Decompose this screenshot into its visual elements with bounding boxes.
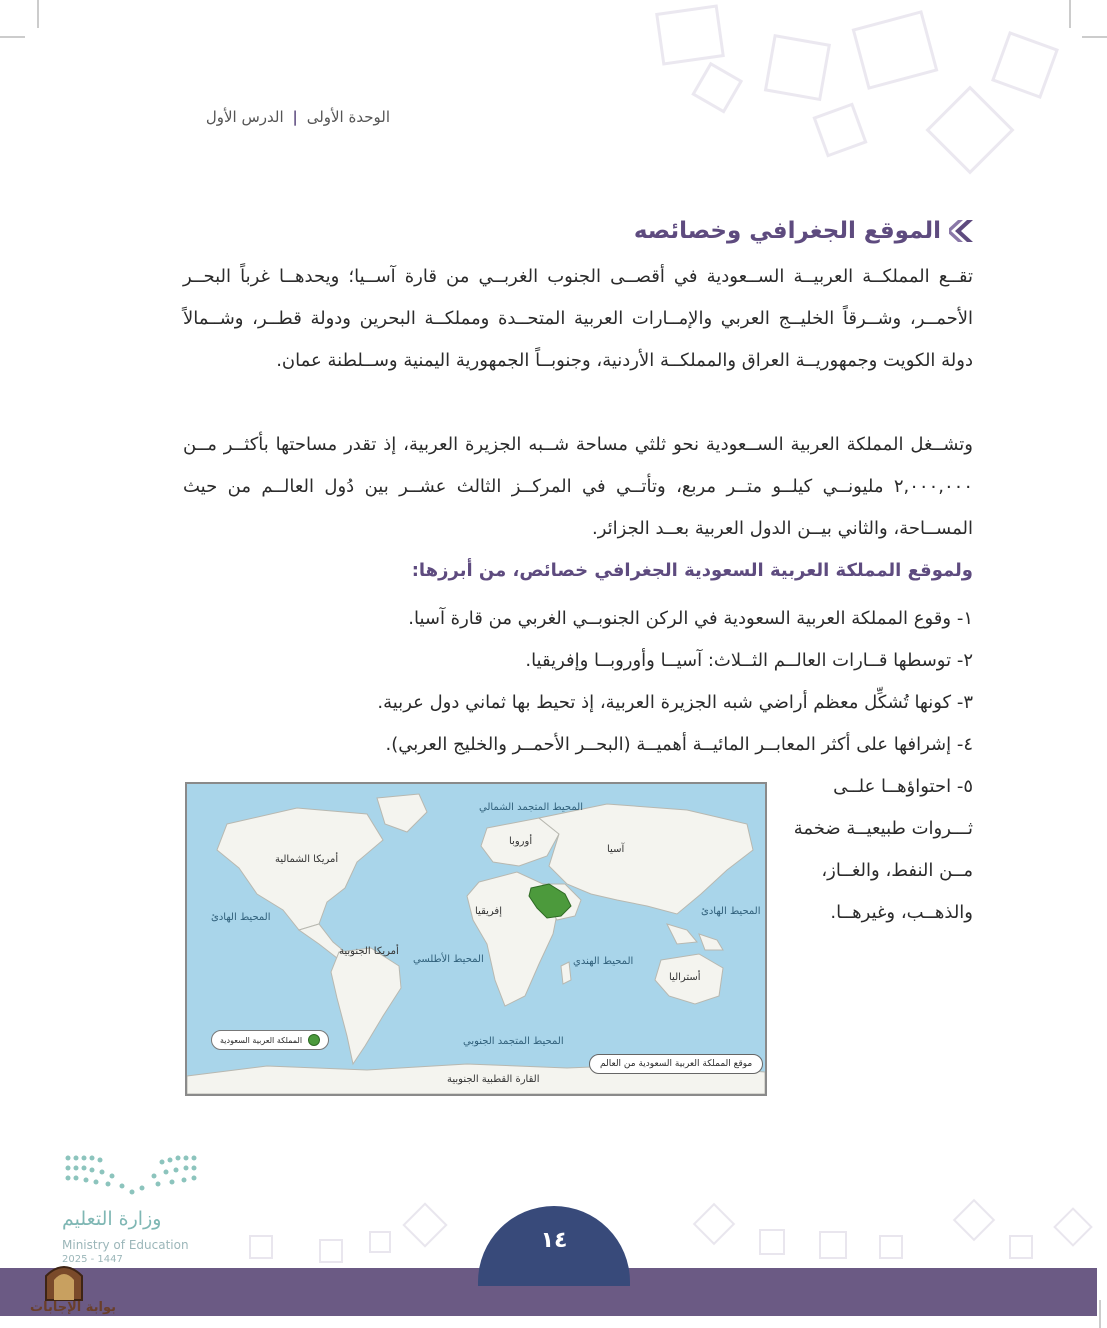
page-number: ١٤	[540, 1228, 568, 1253]
asia-label: آسيا	[607, 844, 625, 855]
list-item: ١- وقوع المملكة العربية السعودية في الركن الجنوبــي الغربي من قارة آسيا.	[408, 608, 973, 629]
ministry-name-english: Ministry of Education	[62, 1238, 189, 1252]
north-america-label: أمريكا الشمالية	[275, 854, 339, 865]
pacific-ocean-west-label: المحيط الهادئ	[211, 912, 271, 923]
list-item-5: ٥- احتواؤهــا علــى ثـــروات طبيعيــة ضخمة مــن النفط، والغــاز، والذهــب، وغيرهــا.	[793, 776, 973, 923]
paragraph-area: وتشــغل المملكة العربية الســعودية نحو ثلثي مساحة شــبه الجزيرة العربية، إذ تقدر مساحتها بأكثــر مــن ٢,٠٠٠,٠٠٠ مليونــي كيلــو متــر مربع، وتأتــي في المركــز الثالث عشــر بين دُول العالــم من حيث المســاحة، والثاني بيــن الدول العربية بعــد الجزائر.	[183, 434, 973, 539]
section-title-text: الموقع الجغرافي وخصائصه	[633, 218, 941, 244]
gate-logo-icon	[42, 1258, 86, 1302]
lesson-label: الدرس الأول	[205, 108, 284, 126]
map-caption: موقع المملكة العربية السعودية من العالم	[589, 1054, 763, 1074]
paragraph-location: تقــع المملكــة العربيــة الســعودية في أقصــى الجنوب الغربــي من قارة آســيا؛ ويحدهــا غرباً البحــر الأحمــر، وشــرقاً الخليــج العربي والإمــارات العربية المتحــدة ومملكــة البحرين ودولة قطــر، وشــمالاً دولة الكويت وجمهوريــة العراق والمملكــة الأردنية، وجنوبــاً الجمهورية اليمنية وســلطنة عمان.	[183, 266, 973, 371]
world-map	[185, 782, 767, 1096]
map-legend	[211, 1030, 329, 1050]
australia-label: أستراليا	[669, 972, 701, 983]
africa-label: إفريقيا	[475, 906, 502, 917]
section-title	[634, 218, 975, 244]
ministry-year: 2025 - 1447	[62, 1254, 123, 1265]
running-header	[180, 108, 390, 126]
ministry-logo-dots-icon	[62, 1152, 202, 1202]
atlantic-ocean-label: المحيط الأطلسي	[413, 954, 484, 965]
southern-ocean-label: المحيط المتجمد الجنوبي	[463, 1036, 564, 1047]
unit-label: الوحدة الأولى	[306, 108, 390, 126]
europe-label: أوروبا	[509, 836, 533, 847]
header-separator: |	[292, 108, 298, 126]
characteristics-list	[377, 598, 973, 766]
characteristics-heading: ولموقع المملكة العربية السعودية الجغرافي خصائص، من أبرزها:	[411, 560, 973, 581]
pacific-ocean-east-label: المحيط الهادئ	[701, 906, 761, 917]
arctic-ocean-label: المحيط المتجمد الشمالي	[479, 802, 583, 813]
legend-swatch	[308, 1034, 320, 1046]
indian-ocean-label: المحيط الهندي	[573, 956, 634, 967]
antarctica-label: القارة القطبية الجنوبية	[447, 1074, 540, 1085]
ministry-name-arabic: وزارة التعليم	[62, 1208, 162, 1230]
list-item: ٢- توسطها قــارات العالــم الثــلاث: آسيــا وأوروبــا وإفريقيا.	[525, 650, 973, 671]
south-america-label: أمريكا الجنوبية	[339, 946, 399, 957]
site-watermark: بوابة الإجابات	[30, 1300, 116, 1315]
list-item: ٤- إشرافها على أكثر المعابــر المائيــة أهميــة (البحــر الأحمــر والخليج العربي).	[385, 734, 973, 755]
legend-label: المملكة العربية السعودية	[220, 1035, 303, 1045]
list-item: ٣- كونها تُشكِّل معظم أراضي شبه الجزيرة العربية، إذ تحيط بها ثماني دول عربية.	[377, 692, 973, 713]
double-chevron-icon	[949, 218, 975, 244]
